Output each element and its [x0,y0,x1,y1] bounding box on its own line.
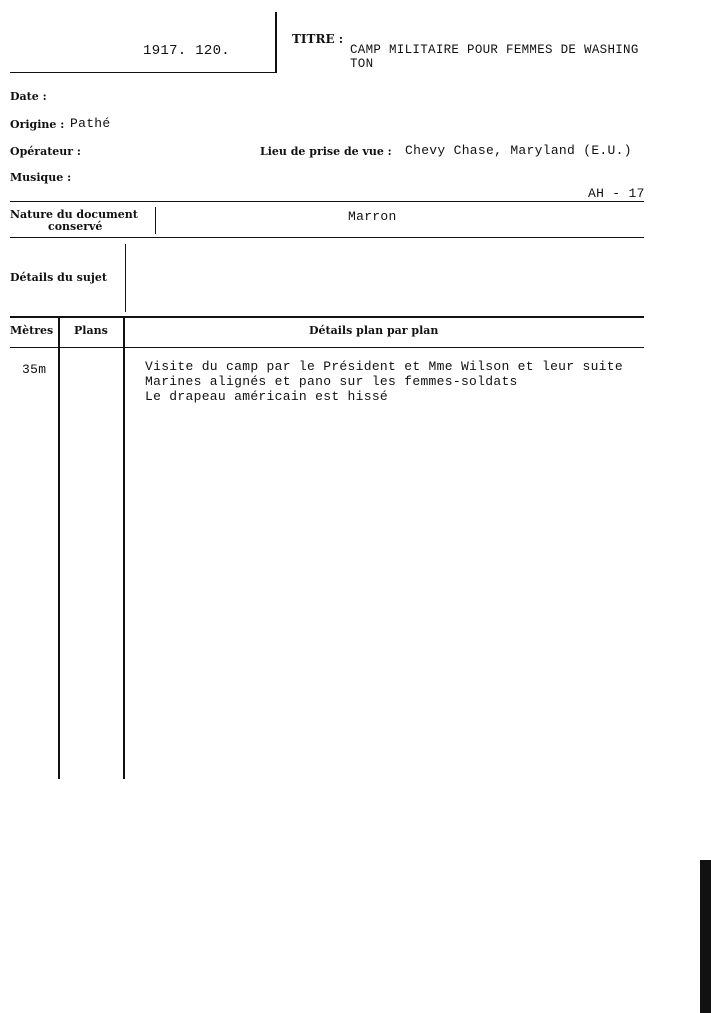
operateur-label: Opérateur : [10,145,81,158]
musique-label: Musique : [10,171,72,184]
details-sujet-label: Détails du sujet [10,271,107,284]
titre-label: TITRE : [292,32,344,46]
document-code: AH - 17 [588,186,645,201]
detail-line: Visite du camp par le Président et Mme Wilson et leur suite [145,359,623,374]
table-top-line [10,316,644,318]
detail-line: Marines alignés et pano sur les femmes-soldats [145,374,518,389]
title-line-1: CAMP MILITAIRE POUR FEMMES DE WASHING [350,43,639,57]
nature-label-line1: Nature du document [10,208,138,221]
column-divider-2 [123,318,125,779]
header-divider-bottom [10,72,276,73]
column-divider-1 [58,318,60,779]
nature-top-line [10,201,644,202]
lieu-value: Chevy Chase, Maryland (E.U.) [405,143,632,158]
nature-value: Marron [348,209,397,224]
lieu-label: Lieu de prise de vue : [260,145,392,158]
scan-edge-shadow [700,860,711,1013]
header-divider-vertical [275,12,277,73]
column-header-details: Détails plan par plan [309,324,439,337]
origine-label: Origine : [10,118,65,131]
reference-number: 1917. 120. [143,43,231,59]
nature-bottom-line [10,237,644,238]
detail-line: Le drapeau américain est hissé [145,389,389,404]
date-label: Date : [10,90,47,103]
details-sujet-bracket [125,244,126,312]
title-line-2: TON [350,57,374,71]
nature-bracket [155,207,156,234]
metres-value: 35m [22,362,47,377]
column-header-metres: Mètres [10,324,54,337]
nature-label-line2: conservé [48,220,103,233]
table-header-bottom-line [10,347,644,348]
column-header-plans: Plans [74,324,108,337]
origine-value: Pathé [70,116,111,131]
